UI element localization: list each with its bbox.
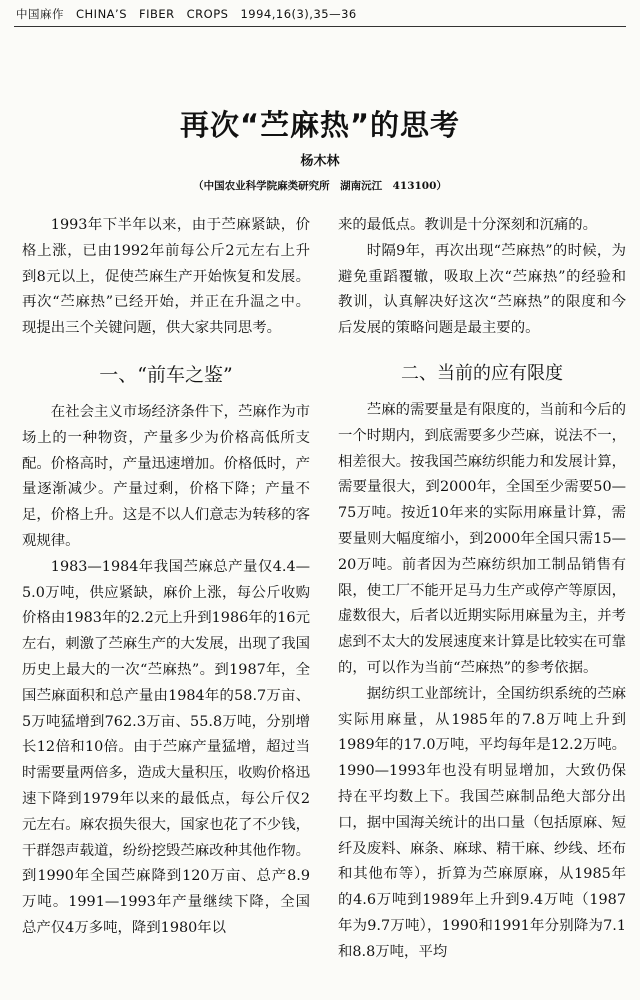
paragraph-statistics: 据纺织工业部统计，全国纺织系统的苎麻实际用麻量，从1985年的7.8万吨上升到1989年的17.0万吨，平均每年是12.2万吨。1990—1993年也没有明显增加，大致仍保持在平均数上下。我国苎麻制品绝大部分出口，据中国海关统计的出口量（包括原麻、短纤及废料、麻条、麻球、精干麻、纱线、坯布和其他布等），折算为苎麻原麻，从1985年的4.6万吨到1989年上升到9.4万吨（1987年为9.7万吨），1990和1991年分别降为7.1和8.8万吨，平均	[338, 685, 626, 960]
paragraph-lessons: 时隔9年，再次出现“苎麻热”的时候，为避免重蹈覆辙，吸取上次“苎麻热”的经验和教训，认真解决好这次“苎麻热”的限度和今后发展的策略问题是最主要的。	[338, 242, 626, 337]
paragraph-market: 在社会主义市场经济条件下，苎麻作为市场上的一种物资，产量多少为价格高低所支配。价格高时，产量迅速增加。价格低时，产量逐渐减少。产量过剩，价格下降；产量不足，价格上升。这是不以人们意志为转移的客观规律。	[22, 403, 310, 549]
author-name: 杨木林	[300, 154, 340, 169]
paragraph-continuation: 来的最低点。教训是十分深刻和沉痛的。	[338, 217, 598, 233]
header-rule	[14, 26, 626, 27]
right-column	[338, 213, 626, 997]
journal-header: 中国麻作 CHINA’S FIBER CROPS 1994,16(3),35—36	[16, 7, 357, 21]
article-title: 再次“苎麻热”的思考	[179, 108, 461, 143]
paragraph-intro: 1993年下半年以来，由于苎麻紧缺，价格上涨，已由1992年前每公斤2元左右上升到8元以上，促使苎麻生产开始恢复和发展。再次“苎麻热”已经开始，并正在升温之中。现提出三个关键问题，供大家共同思考。	[22, 217, 310, 337]
section-heading-1: 一、“前车之鉴”	[99, 363, 233, 386]
paragraph-history: 1983—1984年我国苎麻总产量仅4.4—5.0万吨，供应紧缺，麻价上涨，每公斤收购价格由1983年的2.2元上升到1986年的16元左右，刺激了苎麻生产的大发展，出现了我国历史上最大的一次“苎麻热”。到1987年，全国苎麻面积和总产量由1984年的58.7万亩、5万吨猛增到762.3万亩、55.8万吨，分别增长12倍和10倍。由于苎麻产量猛增，超过当时需要量两倍多，造成大量积压，收购价格迅速下降到1979年以来的最低点，每公斤仅2元左右。麻农损失很大，国家也花了不少钱，干群怨声载道，纷纷挖毁苎麻改种其他作物。到1990年全国苎麻降到120万亩、总产8.9万吨。1991—1993年产量继续下降，全国总产仅4万多吨，降到1980年以	[22, 558, 310, 936]
paragraph-demand: 苎麻的需要量是有限度的，当前和今后的一个时期内，到底需要多少苎麻，说法不一，相差很大。按我国苎麻纺织能力和发展计算，需要量很大，到2000年，全国至少需要50—75万吨。按近10年来的实际用麻量计算，需要量则大幅度缩小，到2000年全国只需15—20万吨。前者因为苎麻纺织加工制品销售有限，使工厂不能开足马力生产或停产等原因，虚数很大，后者以近期实际用麻量为主，并考虑到不太大的发展速度来计算是比较实在可靠的，可以作为当前“苎麻热”的参考依据。	[338, 401, 626, 676]
left-column	[22, 213, 310, 997]
section-heading-2: 二、当前的应有限度	[401, 362, 563, 384]
author-affiliation: （中国农业科学院麻类研究所 湖南沅江 413100）	[193, 180, 447, 192]
